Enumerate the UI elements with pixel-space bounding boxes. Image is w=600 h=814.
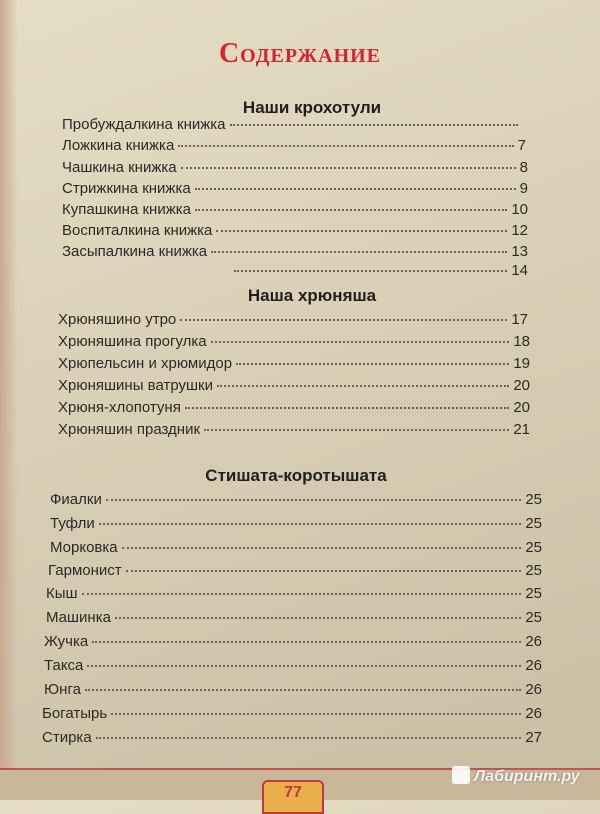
dot-leader [96,737,522,739]
toc-entry-page: 18 [513,333,530,350]
toc-entry-label: Пробуждалкина книжка [62,116,226,133]
dot-leader [216,230,507,232]
toc-entry[interactable] [62,137,526,154]
toc-entry[interactable] [62,243,528,260]
toc-entry[interactable] [58,333,530,350]
section-title-3: Стишата-коротышата [205,466,387,485]
dot-leader [211,341,510,343]
toc-entry[interactable] [62,201,528,218]
toc-entry-label: Хрюняшины ватрушки [58,377,213,394]
dot-leader [99,523,522,525]
toc-entry-page: 7 [517,137,526,154]
toc-entry-label: Хрюняшин праздник [58,421,201,438]
toc-entry[interactable] [62,116,522,133]
toc-entry[interactable] [62,222,528,239]
toc-entry[interactable] [46,609,542,626]
dot-leader [122,547,522,549]
dot-leader [217,385,509,387]
toc-entry[interactable] [62,180,528,197]
toc-entry-label: Юнга [44,681,81,698]
toc-entry-label: Жучка [44,633,89,650]
toc-entry-page: 26 [525,681,542,698]
toc-entry-label: Хрюня-хлопотуня [58,399,181,416]
toc-entry[interactable] [58,311,528,328]
toc-entry[interactable] [50,515,542,532]
toc-entry-label: Засыпалкина книжка [62,243,208,260]
toc-entry-page: 27 [525,729,542,746]
toc-entry-page: 17 [511,311,528,328]
dot-leader [106,499,521,501]
dot-leader [181,167,516,169]
toc-entry-label: Воспиталкина книжка [62,222,213,239]
toc-entry[interactable] [50,539,542,556]
toc-entry[interactable] [230,262,528,279]
toc-entry-label: Стирка [42,729,92,746]
toc-entry-page: 26 [525,633,542,650]
toc-entry-label: Гармонист [48,562,122,579]
page-number-badge: 77 [262,780,324,814]
toc-entry-page: 20 [513,377,530,394]
toc-entry[interactable] [62,159,528,176]
toc-entry-label: Стрижкина книжка [62,180,191,197]
toc-entry-label: Машинка [46,609,111,626]
toc-entry-page: 19 [513,355,530,372]
toc-entry-label: Туфли [50,515,95,532]
toc-entry[interactable] [58,421,530,438]
dot-leader [180,319,507,321]
section-title-1: Наши крохотули [242,98,382,117]
toc-entry-label: Ложкина книжка [62,137,175,154]
dot-leader [178,145,513,147]
dot-leader [204,429,509,431]
dot-leader [230,124,518,126]
toc-entry-label: Купашкина книжка [62,201,191,218]
dot-leader [92,641,521,643]
toc-entry-page: 26 [525,657,542,674]
toc-entry-page: 25 [525,491,542,508]
toc-entry[interactable] [58,355,530,372]
section-title-2: Наша хрюняша [247,286,377,305]
toc-entry-label: Кыш [46,585,78,602]
watermark [452,766,580,786]
dot-leader [85,689,521,691]
toc-entry-label: Морковка [50,539,118,556]
dot-leader [195,209,507,211]
toc-entry[interactable] [42,705,542,722]
toc-entry-page: 26 [525,705,542,722]
dot-leader [234,270,507,272]
dot-leader [87,665,521,667]
toc-entry-page: 21 [513,421,530,438]
toc-entry[interactable] [48,562,542,579]
toc-entry-page: 25 [525,539,542,556]
toc-entry[interactable] [46,585,542,602]
watermark-text: Лабиринт.ру [474,768,580,785]
toc-entry[interactable] [44,657,542,674]
toc-entry[interactable] [50,491,542,508]
toc-entry-label: Богатырь [42,705,108,722]
dot-leader [115,617,521,619]
dot-leader [236,363,509,365]
dot-leader [195,188,516,190]
toc-entry-page: 14 [511,262,528,279]
toc-entry-page: 25 [525,585,542,602]
toc-entry-page: 25 [525,609,542,626]
toc-entry-page: 13 [511,243,528,260]
dot-leader [126,570,522,572]
toc-entry[interactable] [44,633,542,650]
toc-entry[interactable] [58,399,530,416]
toc-entry-label: Хрюняшина прогулка [58,333,207,350]
toc-entry-page: 25 [525,562,542,579]
toc-entry-page: 25 [525,515,542,532]
page-title: Содержание [218,38,382,69]
dot-leader [82,593,522,595]
toc-entry-label: Хрюняшино утро [58,311,177,328]
toc-entry[interactable] [42,729,542,746]
toc-entry-page: 12 [511,222,528,239]
toc-entry-label: Хрюпельсин и хрюмидор [58,355,233,372]
dot-leader [185,407,509,409]
toc-entry-label: Такса [44,657,84,674]
toc-entry-page: 9 [519,180,528,197]
toc-entry-page: 10 [511,201,528,218]
labirint-logo-icon [452,766,470,784]
toc-entry[interactable] [44,681,542,698]
toc-entry-label: Чашкина книжка [62,159,177,176]
toc-entry[interactable] [58,377,530,394]
toc-entry-page: 8 [519,159,528,176]
dot-leader [111,713,521,715]
toc-entry-page: 20 [513,399,530,416]
dot-leader [211,251,507,253]
toc-entry-label: Фиалки [50,491,102,508]
